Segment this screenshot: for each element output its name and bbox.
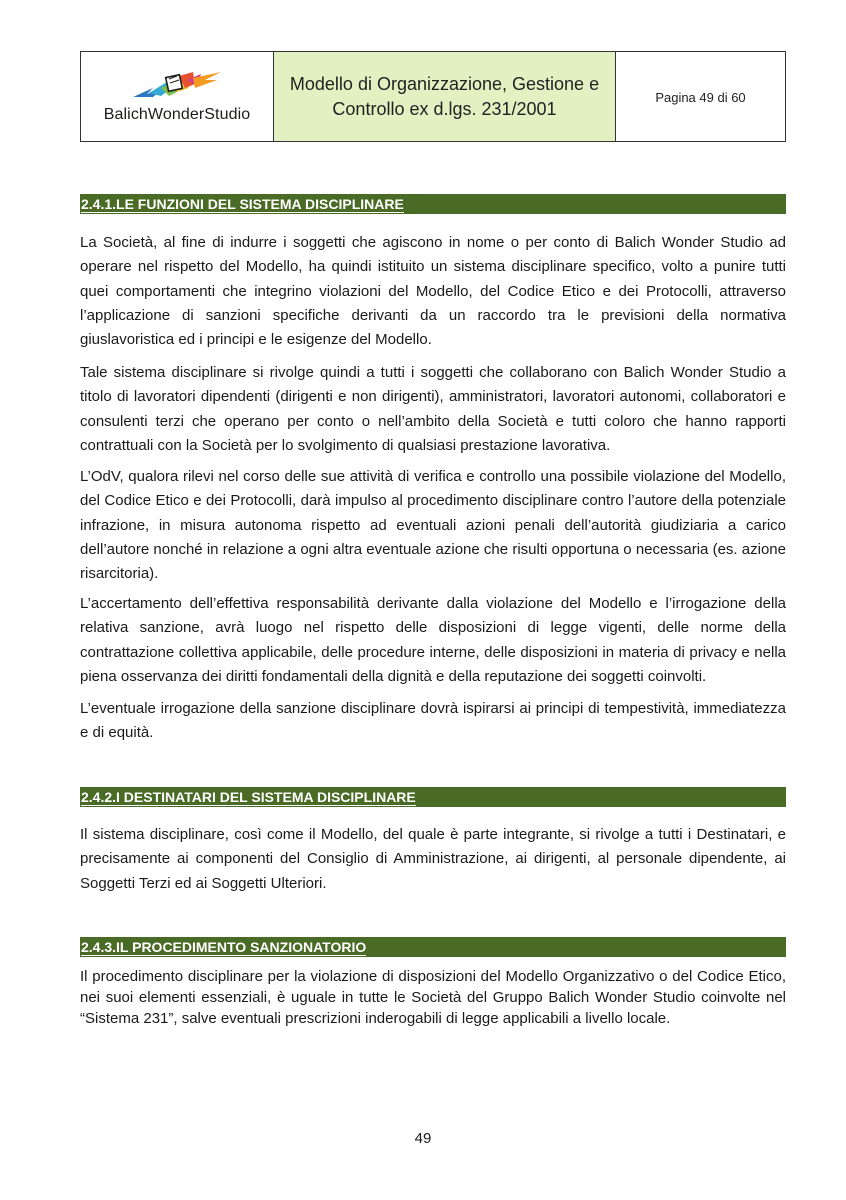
section-heading-2-4-3 <box>80 937 786 957</box>
page-number: 49 <box>414 1130 432 1147</box>
section-number: 2.4.1. <box>81 196 117 212</box>
section-title: IL PROCEDIMENTO SANZIONATORIO <box>116 939 367 955</box>
section-heading-2-4-1 <box>80 194 786 214</box>
page-label: Pagina 49 di 60 <box>655 90 746 105</box>
document-title-line-2: Controllo ex d.lgs. 231/2001 <box>332 98 557 119</box>
document-title-line-1: Modello di Organizzazione, Gestione e <box>289 73 600 94</box>
paragraph: La Società, al fine di indurre i soggetti che agiscono in nome o per conto di Balich Wonder Studio ad operare nel rispetto del Modello, ha quindi istituito un sistema disciplinare specifico, volto a punire tutti quei comportamenti che integrino violazioni del Modello, del Codice Etico e dei Protocolli, attraverso l’applicazione di sanzioni specifiche derivanti da un raccordo tra le previsioni della normativa giuslavoristica ed i principi e le esigenze del Modello. <box>80 234 786 349</box>
page-label-cell <box>616 52 786 142</box>
paragraph: Tale sistema disciplinare si rivolge quindi a tutti i soggetti che collaborano con Balich Wonder Studio a titolo di lavoratori dipendenti (dirigenti e non dirigenti), amministratori, lavoratori autonomi, collaboratori e consulenti terzi che operano per conto o nell’ambito della Società e tutti coloro che hanno rapporti contrattuali con la Società per lo svolgimento di qualsiasi prestazione lavorativa. <box>80 364 786 454</box>
section-number: 2.4.3. <box>81 939 117 955</box>
document-title-cell <box>274 52 616 142</box>
logo-cell <box>81 52 274 142</box>
balich-logo-icon <box>131 70 223 104</box>
section-heading-2-4-2 <box>80 787 786 807</box>
logo-text: BalichWonderStudio <box>103 105 251 123</box>
paragraph: L’accertamento dell’effettiva responsabilità derivante dalla violazione del Modello e l’irrogazione della relativa sanzione, avrà luogo nel rispetto delle disposizioni di legge vigenti, delle norme della contrattazione collettiva applicabile, delle procedure interne, delle disposizioni in materia di privacy e nella piena osservanza dei diritti fondamentali della dignità e della reputazione dei soggetti coinvolti. <box>80 595 786 685</box>
paragraph: Il sistema disciplinare, così come il Modello, del quale è parte integrante, si rivolge a tutti i Destinatari, e precisamente ai componenti del Consiglio di Amministrazione, ai dirigenti, al personale dipendente, ai Soggetti Terzi ed ai Soggetti Ulteriori. <box>80 826 786 892</box>
section-title: LE FUNZIONI DEL SISTEMA DISCIPLINARE <box>116 196 404 212</box>
paragraph: L’OdV, qualora rilevi nel corso delle sue attività di verifica e controllo una possibile violazione del Modello, del Codice Etico e dei Protocolli, darà impulso al procedimento disciplinare contro l’autore della potenziale infrazione, in misura autonoma rispetto ad eventuali azioni penali dell’autorità giudiziaria a carico dell’autore nonché in relazione a ogni altra eventuale azione che risulti opportuna o necessaria (es. azione risarcitoria). <box>80 468 786 583</box>
paragraph: Il procedimento disciplinare per la violazione di disposizioni del Modello Organizzativo o del Codice Etico, nei suoi elementi essenziali, è uguale in tutte le Società del Gruppo Balich Wonder Studio coinvolte nel “Sistema 231”, salve eventuali prescrizioni inderogabili di legge applicabili a livello locale. <box>80 968 786 1027</box>
paragraph: L’eventuale irrogazione della sanzione disciplinare dovrà ispirarsi ai principi di tempestività, immediatezza e di equità. <box>80 700 786 742</box>
section-number: 2.4.2. <box>81 789 117 805</box>
section-title: I DESTINATARI DEL SISTEMA DISCIPLINARE <box>116 789 416 805</box>
document-header <box>80 51 786 142</box>
